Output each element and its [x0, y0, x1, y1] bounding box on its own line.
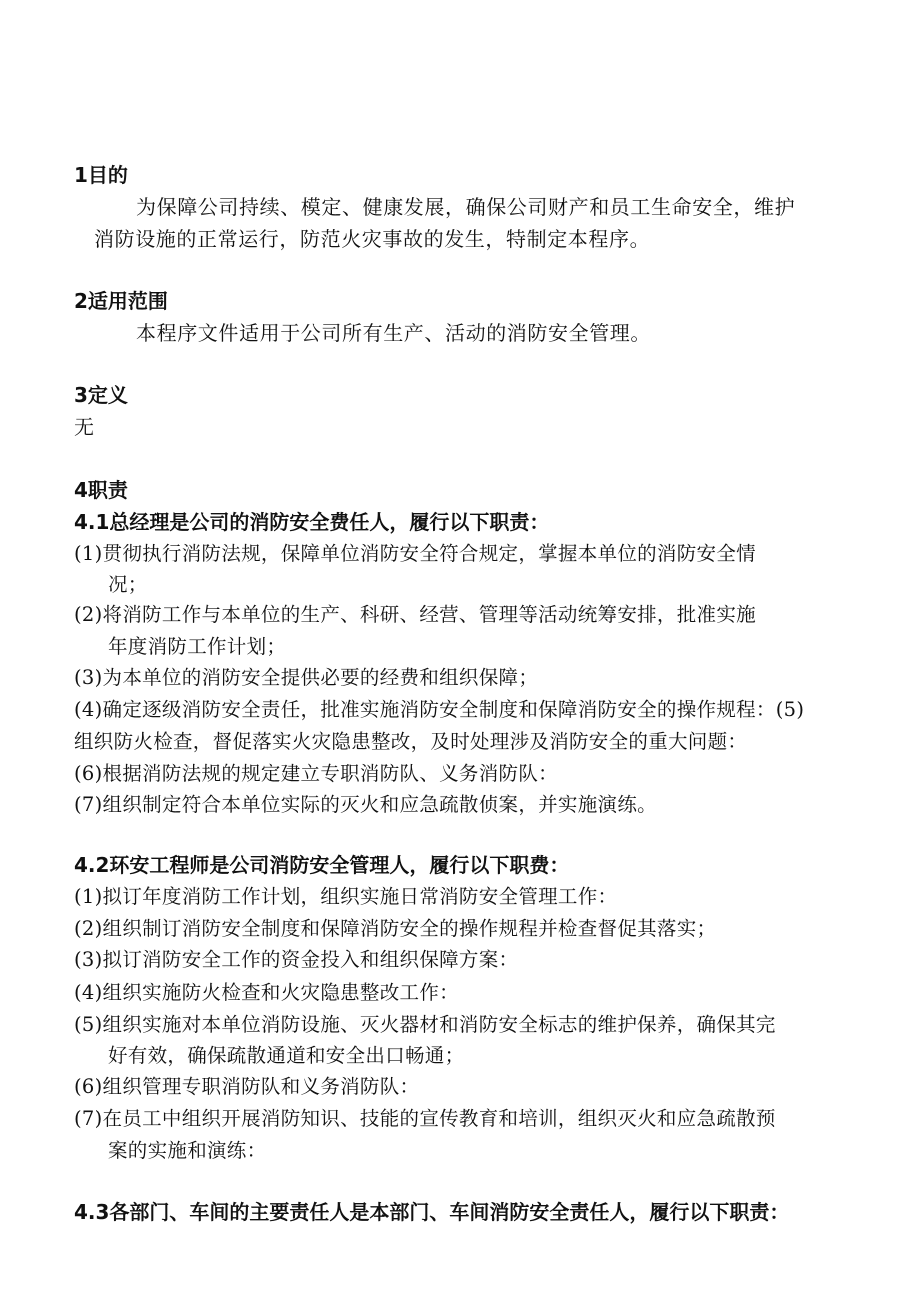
purpose-line-1: 为保障公司持续、模定、健康发展，确保公司财产和员工生命安全，维护 [136, 195, 796, 219]
duty-4-2-item-6: (6)组织管理专职消防队和义务消防队： [74, 1075, 420, 1098]
definition-line-1: 无 [74, 415, 95, 439]
duty-4-2-item-7b: 案的实施和演练： [108, 1139, 267, 1162]
section-4-title: 4职责 [74, 478, 128, 502]
duty-4-1-item-5: 组织防火检查，督促落实火灾隐患整改，及时处理涉及消防安全的重大问题： [74, 730, 748, 753]
scope-line-1: 本程序文件适用于公司所有生产、活动的消防安全管理。 [136, 321, 651, 345]
duty-4-2-item-3: (3)拟订消防安全工作的资金投入和组织保障方案： [74, 948, 519, 971]
duty-4-2-item-4: (4)组织实施防火检查和火灾隐患整改工作： [74, 981, 459, 1004]
duty-4-1-item-1b: 况； [108, 573, 148, 596]
section-2-title: 2适用范围 [74, 289, 168, 313]
duty-4-2-item-2: (2)组织制订消防安全制度和保障消防安全的操作规程并检查督促其落实； [74, 917, 717, 940]
section-4-1-title: 4.1总经理是公司的消防安全费任人，履行以下职责： [74, 510, 550, 534]
duty-4-2-item-1: (1)拟订年度消防工作计划，组织实施日常消防安全管理工作： [74, 885, 618, 908]
purpose-line-2: 消防设施的正常运行，防范火灾事故的发生，特制定本程序。 [94, 227, 651, 251]
duty-4-2-item-5a: (5)组织实施对本单位消防设施、灭火器材和消防安全标志的维护保养，确保其完 [74, 1013, 776, 1036]
duty-4-2-item-5b: 好有效，确保疏散通道和安全出口畅通； [108, 1044, 465, 1067]
duty-4-1-item-3: (3)为本单位的消防安全提供必要的经费和组织保障； [74, 666, 539, 689]
duty-4-1-item-7: (7)组织制定符合本单位实际的灭火和应急疏散侦案，并实施演练。 [74, 793, 657, 816]
section-1-title: 1目的 [74, 163, 128, 187]
duty-4-2-item-7a: (7)在员工中组织开展消防知识、技能的宣传教育和培训，组织灭火和应急疏散预 [74, 1107, 776, 1130]
section-4-3-title: 4.3各部门、车间的主要责任人是本部门、车间消防安全责任人，履行以下职责： [74, 1200, 790, 1224]
duty-4-1-item-1a: (1)贯彻执行消防法规，保障单位消防安全符合规定，掌握本单位的消防安全情 [74, 542, 756, 565]
duty-4-1-item-6: (6)根据消防法规的规定建立专职消防队、义务消防队： [74, 762, 558, 785]
duty-4-1-item-2b: 年度消防工作计划； [108, 635, 287, 658]
duty-4-1-item-2a: (2)将消防工作与本单位的生产、科研、经营、管理等活动统筹安排，批准实施 [74, 603, 756, 626]
section-4-2-title: 4.2环安工程师是公司消防安全管理人，履行以下职费： [74, 853, 570, 877]
duty-4-1-item-4: (4)确定逐级消防安全责任，批准实施消防安全制度和保障消防安全的操作规程：(5) [74, 698, 805, 721]
section-3-title: 3定义 [74, 383, 128, 407]
